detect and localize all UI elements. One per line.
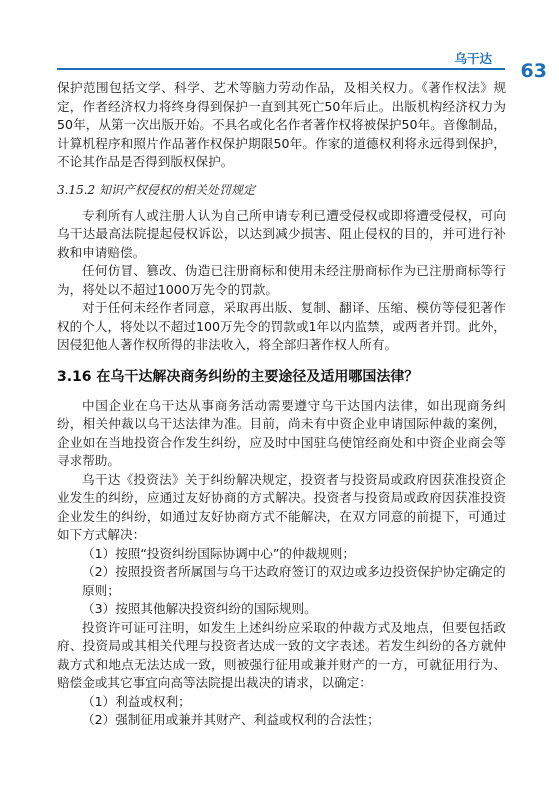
header-rule (57, 68, 505, 70)
subheading-ip-penalties: 3.15.2 知识产权侵权的相关处罚规定 (57, 182, 255, 197)
list-item: （1）利益或权利； (82, 693, 191, 709)
header-country-label: 乌干达 (454, 51, 492, 66)
list-item: （1）按照“投资纠纷国际协调中心”的仲裁规则； (82, 545, 355, 561)
paragraph-investment-license: 投资许可证可注明，如发生上述纠纷应采取的仲裁方式及地点，但要包括政府、投资局或其相关代理与投资者达成一致的文字表述。若发生纠纷的各方就仲裁方式和地点无法达成一致，则被强行征用或兼并财产的一方，可就征用行为、赔偿金或其它事宜向高等法院提出裁决的请求，以确定： (57, 619, 506, 690)
paragraph-patent-lawsuit: 专利所有人或注册人认为自己所申请专利已遭受侵权或即将遭受侵权，可向乌干达最高法院提起侵权诉讼，以达到减少损害、阻止侵权的目的，并可进行补救和申请赔偿。 (57, 207, 506, 260)
paragraph-trademark-penalty: 任何仿冒、篡改、伪造已注册商标和使用未经注册商标作为已注册商标等行为，将处以不超过1000万先令的罚款。 (57, 263, 506, 297)
page-number: 63 (520, 60, 547, 82)
page-body (57, 79, 506, 730)
list-item: （2）按照投资者所属国与乌干达政府签订的双边或多边投资保护协定确定的原则； (82, 564, 506, 598)
paragraph-investment-act: 乌干达《投资法》关于纠纷解决规定，投资者与投资局或政府因获准投资企业发生的纠纷，应通过友好协商的方式解决。投资者与投资局或政府因获准投资企业发生的纠纷，如通过友好协商方式不能解决，在双方同意的前提下，可通过如下方式解决： (57, 471, 506, 542)
section-title-disputes: 3.16 在乌干达解决商务纠纷的主要途径及适用哪国法律？ (57, 368, 419, 385)
list-item: （3）按照其他解决投资纠纷的国际规则。 (82, 601, 317, 616)
list-item: （2）强制征用或兼并其财产、利益或权利的合法性； (82, 712, 380, 727)
paragraph-dispute-law: 中国企业在乌干达从事商务活动需要遵守乌干达国内法律，如出现商务纠纷，相关仲裁以乌干达法律为准。目前，尚未有中资企业申请国际仲裁的案例，企业如在当地投资合作发生纠纷，应及时中国驻乌使馆经商处和中资企业商会等寻求帮助。 (57, 397, 506, 468)
paragraph-copyright-penalty: 对于任何未经作者同意，采取再出版、复制、翻译、压缩、模仿等侵犯著作权的个人，将处以不超过100万先令的罚款或1年以内监禁，或两者并罚。此外，因侵犯他人著作权所得的非法收入，将全部归著作权人所有。 (57, 300, 506, 352)
paragraph-copyright-scope: 保护范围包括文学、科学、艺术等脑力劳动作品，及相关权力。《著作权法》规定，作者经济权力将终身得到保护一直到其死亡50年后止。出版机构经济权力为50年，从第一次出版开始。不具名或化名作者著作权将被保护50年。音像制品，计算机程序和照片作品著作权保护期限50年。作家的道德权利将永远得到保护，不论其作品是否得到版权保护。 (57, 80, 506, 169)
